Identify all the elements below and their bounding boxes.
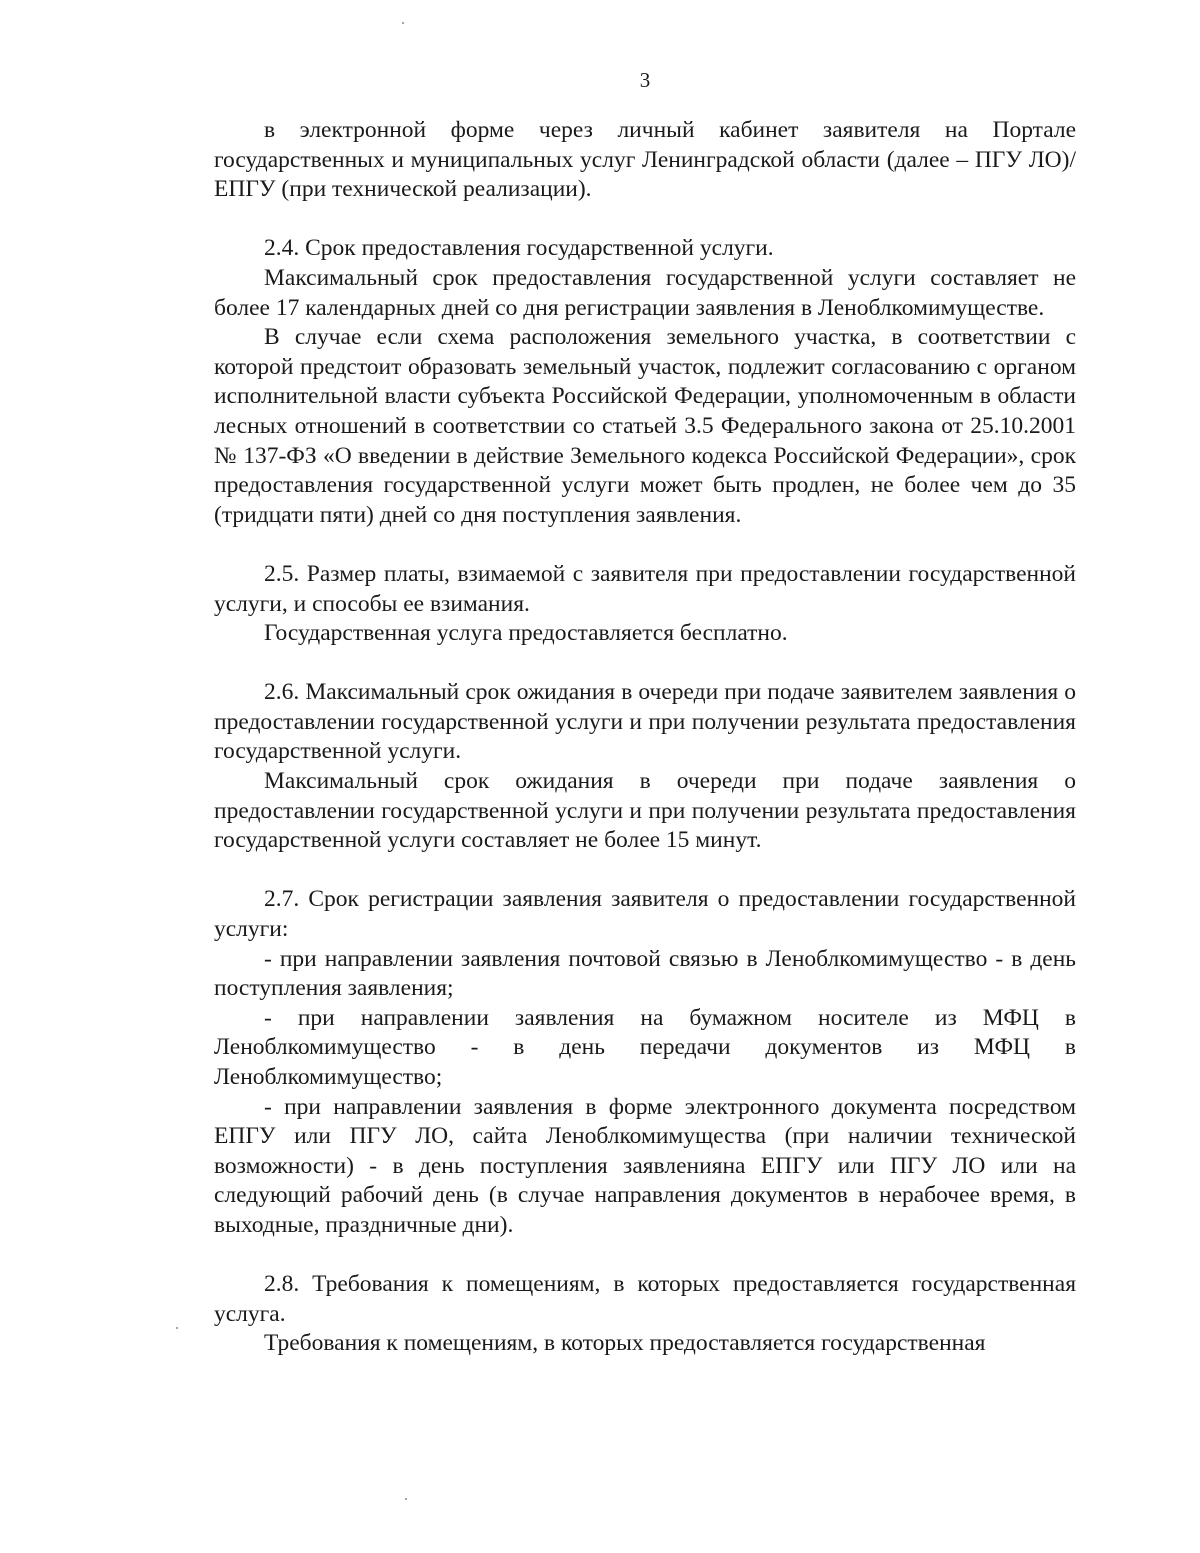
section-gap [214,1241,1076,1271]
paragraph-term-extension: В случае если схема расположения земельного участка, в соответствии с которой предстоит образовать земельный участок, подлежит согласованию с органом исполнительной власти субъекта Российской Федерации, уполномоченным в области лесных отношений в соответствии со статьей 3.5 Федерального закона от 25.10.2001 № 137-ФЗ «О введении в действие Земельного кодекса Российской Федерации», срок предоставления государственной услуги может быть продлен, не более чем до 35 (тридцати пяти) дней со дня поступления заявления. [214,324,1076,528]
heading-2-5: 2.5. Размер платы, взимаемой с заявителя при предоставлении государственной услуги, и способы ее взимания. [214,560,1076,617]
paragraph-free-service: Государственная услуга предоставляется бесплатно. [264,620,788,647]
section-gap [214,856,1076,886]
list-item-paper-mfc: - при направлении заявления на бумажном носителе из МФЦ в Леноблкомимущество - в день передачи документов из МФЦ в Леноблкомимущество; [214,1004,1076,1090]
paragraph-queue-time: Максимальный срок ожидания в очереди при подаче заявления о предоставлении государственной услуги и при получении результата предоставления государственной услуги составляет не более 15 минут. [214,768,1076,854]
paragraph-premises-requirements: Требования к помещениям, в которых предоставляется государственная [264,1330,986,1357]
list-item-electronic: - при направлении заявления в форме электронного документа посредством ЕПГУ или ПГУ ЛО, сайта Леноблкомимущества (при наличии технической возможности) - в день поступления заявленияна ЕПГУ или ПГУ ЛО или на следующий рабочий день (в случае направления документов в нерабочее время, в выходные, праздничные дни). [214,1093,1076,1238]
section-gap [214,530,1076,560]
section-gap [214,649,1076,679]
heading-2-6: 2.6. Максимальный срок ожидания в очереди при подаче заявителем заявления о предоставлении государственной услуги и при получении результата предоставления государственной услуги. [214,679,1076,765]
heading-2-4: 2.4. Срок предоставления государственной услуги. [264,235,774,262]
section-gap [214,205,1076,235]
page-number: 3 [639,68,651,92]
document-body [214,116,1076,1359]
heading-2-7: 2.7. Срок регистрации заявления заявителя о предоставлении государственной услуги: [214,886,1076,943]
scan-speck [402,22,404,24]
paragraph-electronic-form: в электронной форме через личный кабинет заявителя на Портале государственных и муниципальных услуг Ленинградской области (далее – ПГУ ЛО)/ЕПГУ (при технической реализации). [214,117,1076,203]
paragraph-max-term: Максимальный срок предоставления государственной услуги составляет не более 17 календарных дней со дня регистрации заявления в Леноблкомимуществе. [214,264,1076,321]
heading-2-8: 2.8. Требования к помещениям, в которых предоставляется государственная услуга. [214,1271,1076,1327]
list-item-postal: - при направлении заявления почтовой связью в Леноблкомимущество - в день поступления заявления; [214,945,1076,1002]
scan-speck [176,1327,178,1329]
scan-speck [405,1498,407,1500]
